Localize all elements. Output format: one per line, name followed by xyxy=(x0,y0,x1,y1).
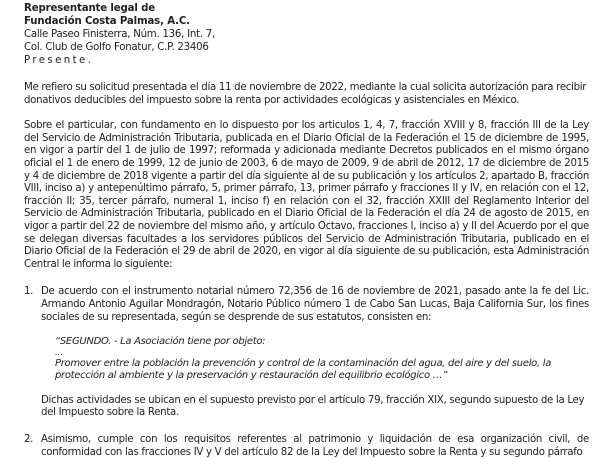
list-item-number: 2. xyxy=(24,434,34,446)
list-item xyxy=(24,286,589,420)
recipient-block xyxy=(24,2,589,67)
list-item xyxy=(24,434,589,459)
quote-ellipsis: … xyxy=(55,347,63,357)
list-item-conclusion: Dichas actividades se ubican en el supuesto previsto por el artículo 79, fracción XIX, segundo supuesto de la Ley del Impuesto sobre la Renta. xyxy=(41,394,585,419)
document-page xyxy=(24,2,589,459)
recipient-title: Representante legal de xyxy=(24,3,156,14)
recipient-organization: Fundación Costa Palmas, A.C. xyxy=(24,16,190,27)
list-item-text: De acuerdo con el instrumento notarial número 72,356 de 16 de noviembre de 2021, pasado ante la fe del Lic. Armando Antonio Aguilar Mondragón, Notario Público número 1 de Cabo San Lucas, Baja California Sur, los fines sociales de su representada, según se desprende de sus estatutos, consisten en: xyxy=(41,286,589,323)
recipient-address-street: Calle Paseo Finisterra, Núm. 136, Int. 7, xyxy=(24,29,216,40)
recipient-address-colony: Col. Club de Golfo Fonatur, C.P. 23406 xyxy=(24,42,209,53)
list-item-text: Asimismo, cumple con los requisitos referentes al patrimonio y liquidación de esa organización civil, de conformidad con las fracciones IV y V del artículo 82 de la Ley del Impuesto sobre la Renta y su segundo párrafo xyxy=(41,434,589,458)
list-item-number: 1. xyxy=(24,286,34,298)
salutation: Presente. xyxy=(24,55,94,66)
legal-basis-paragraph: Sobre el particular, con fundamento en lo dispuesto por los articulos 1, 4, 7, fracción XVIII y 8, fracción III de la Ley del Servicio de Administración Tributaria, publicada en el Diario Oficial de la Federación el 15 de diciembre de 1995, en vigor a partir del 1 de julio de 1997; reformada y adicionada mediante Decretos publicados en el mismo órgano oficial el 1 de enero de 1999, 12 de junio de 2003, 6 de mayo de 2009, 9 de abril de 2012, 17 de diciembre de 2015 y 4 de diciembre de 2018 vigente a partir del día siguiente al de su publicación y los artículos 2, apartado B, fracción VIII, inciso a) y antepenúltimo párrafo, 5, primer párrafo, 13, primer párrafo y fracciones II y IV, en relación con el 12, fracción II; 35, tercer párrafo, numeral 1, inciso f) en relación con el 32, fracción XXIII del Reglamento Interior del Servicio de Administración Tributaria, publicado en el Diario Oficial de la Federación el día 24 de agosto de 2015, en vigor a partir del 22 de noviembre del mismo año, y artículo Octavo, fracciones I, inciso a) y II del Acuerdo por el que se delegan diversas facultades a los servidores públicos del Servicio de Administración Tributaria, publicado en el Diario Oficial de la Federación el 29 de abril de 2020, en vigor al día siguiente de su publicación, esta Administración Central le informa lo siguiente: xyxy=(24,120,589,270)
intro-paragraph: Me refiero su solicitud presentada el día 11 de noviembre de 2022, mediante la cual solicita autorización para recibir donativos deducibles del impuesto sobre la renta por actividades ecológicas y asistenciales en México. xyxy=(24,82,587,106)
quote-heading: “SEGUNDO. - La Asociación tiene por objeto: xyxy=(55,336,266,348)
statute-quote xyxy=(41,336,589,383)
quote-body: Promover entre la población la prevención y control de la contaminación del agua, del aire y del suelo, la protección al ambiente y la preservación y restauración del equilibrio ecológico …” xyxy=(55,357,552,382)
findings-list xyxy=(24,286,589,459)
